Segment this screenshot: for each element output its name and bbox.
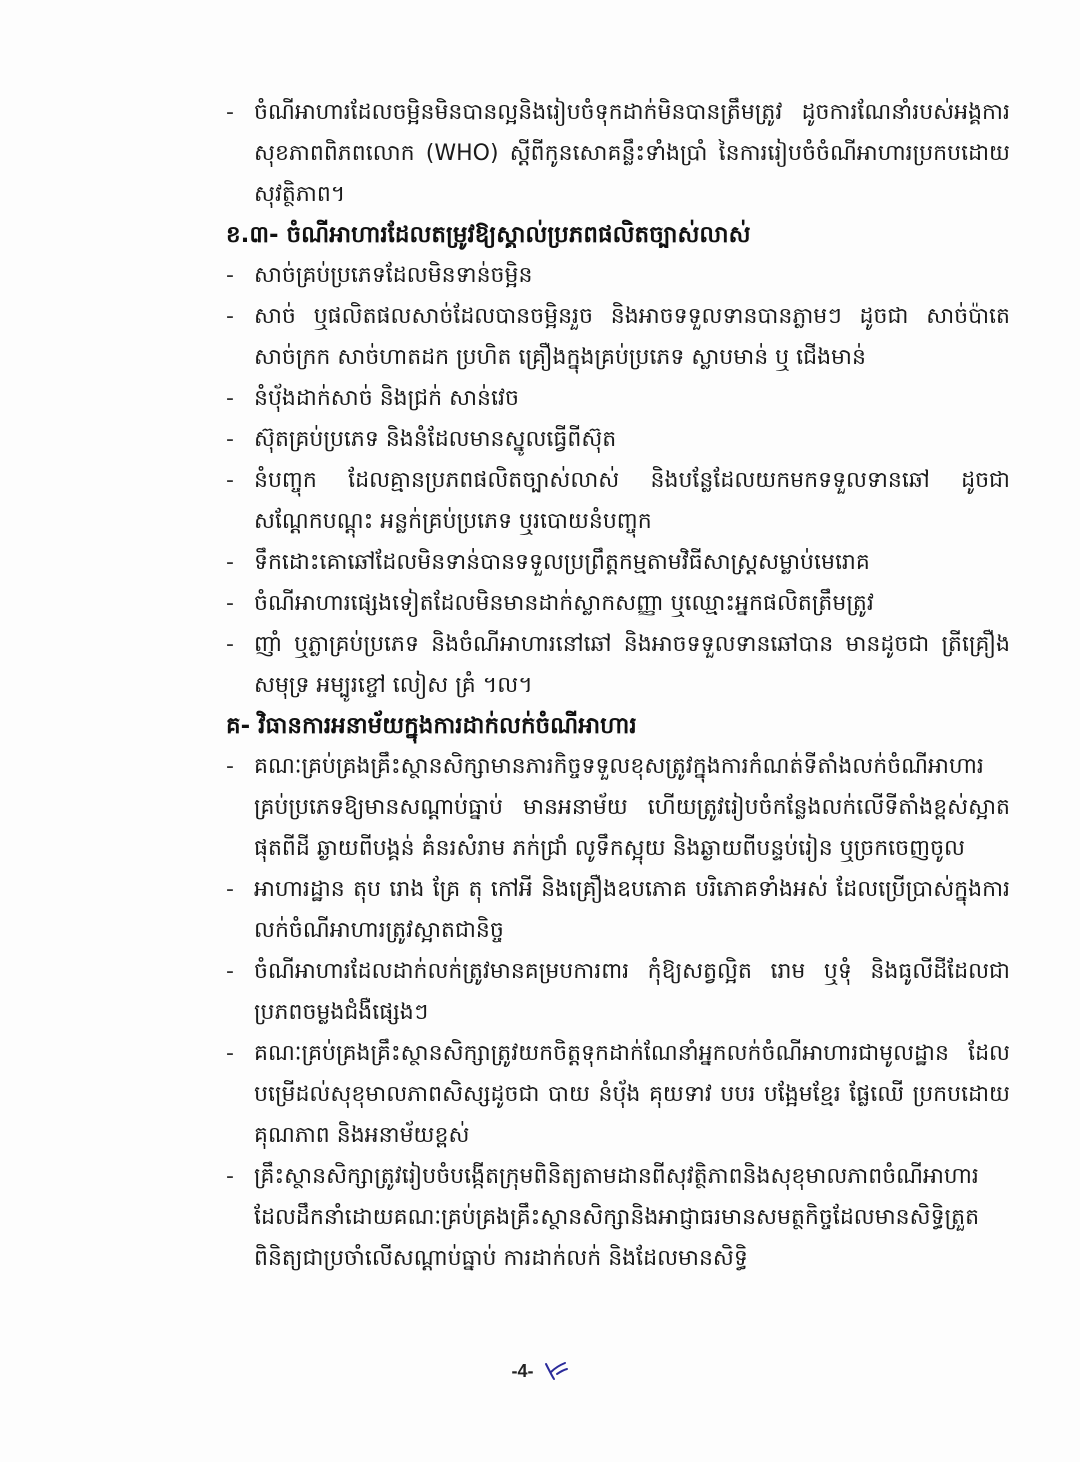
bullet-dash: - bbox=[226, 632, 234, 657]
list-item bbox=[226, 378, 1010, 419]
bullet-text: នំប៉័ងដាក់សាច់ និងជ្រក់ សាន់វេច bbox=[254, 386, 519, 411]
intro-bullet bbox=[226, 92, 1010, 215]
bullet-text: គណៈគ្រប់គ្រងគ្រឹះស្ថានសិក្សាមានភារកិច្ចទទួលខុសត្រូវក្នុងការកំណត់ទីតាំងលក់ចំណីអាហារគ្រប់ប្រភេទឱ្យមានសណ្តាប់ធ្នាប់ មានអនាម័យ ហើយត្រូវរៀបចំកន្លែងលក់លើទីតាំងខ្ពស់ស្អាត ផុតពីដី ឆ្ងាយពីបង្គន់ គំនរសំរាម ភក់ជ្រាំ លូទឹកស្អុយ និងឆ្ងាយពីបន្ទប់រៀន ឬច្រកចេញចូល bbox=[254, 754, 1010, 861]
bullet-dash: - bbox=[226, 304, 234, 329]
list-item bbox=[226, 255, 1010, 296]
bullet-text: គ្រឹះស្ថានសិក្សាត្រូវរៀបចំបង្កើតក្រុមពិនិត្យតាមដានពីសុវត្ថិភាពនិងសុខុមាលភាពចំណីអាហារ ដែលដឹកនាំដោយគណៈគ្រប់គ្រងគ្រឹះស្ថានសិក្សានិងអាជ្ញាធរមានសមត្ថកិច្ចដែលមានសិទ្ធិត្រួតពិនិត្យជាប្រចាំលើសណ្តាប់ធ្នាប់ ការដាក់លក់ និងដែលមានសិទ្ធិ bbox=[254, 1164, 980, 1271]
list-item bbox=[226, 460, 1010, 542]
list-item bbox=[226, 746, 1010, 869]
list-item bbox=[226, 869, 1010, 951]
bullet-dash: - bbox=[226, 591, 234, 616]
bullet-text: ចំណីអាហារដែលចម្អិនមិនបានល្អនិងរៀបចំទុកដាក់មិនបានត្រឹមត្រូវ ដូចការណែនាំរបស់អង្គការសុខភាពពិភពលោក (WHO) ស្តីពីកូនសោគន្លឹះទាំងប្រាំ នៃការរៀបចំចំណីអាហារប្រកបដោយសុវត្ថិភាព។ bbox=[254, 100, 1010, 207]
bullet-dash: - bbox=[226, 754, 234, 779]
list-item bbox=[226, 1033, 1010, 1156]
bullet-text: ញាំ ឬភ្លាគ្រប់ប្រភេទ និងចំណីអាហារនៅឆៅ និងអាចទទួលទានឆៅបាន មានដូចជា ត្រីគ្រឿងសមុទ្រ អម្បូរខ្ចៅ លៀស គ្រំ ។ល។ bbox=[254, 632, 1010, 698]
page-number bbox=[0, 1360, 1080, 1382]
bullet-text: នំបញ្ចុក ដែលគ្មានប្រភពផលិតច្បាស់លាស់ និងបន្លែដែលយកមកទទួលទានឆៅ ដូចជា សណ្តែកបណ្តុះ អន្លក់គ្រប់ប្រភេទ ឬរបោយនំបញ្ចុក bbox=[254, 468, 1010, 534]
bullet-text: ចំណីអាហារផ្សេងទៀតដែលមិនមានដាក់ស្លាកសញ្ញា ឬឈ្មោះអ្នកផលិតត្រឹមត្រូវ bbox=[254, 591, 874, 616]
list-item bbox=[226, 1156, 1010, 1279]
bullet-text: ស៊ុតគ្រប់ប្រភេទ និងនំដែលមានស្នូលធ្វើពីស៊ុត bbox=[254, 427, 617, 452]
bullet-dash: - bbox=[226, 877, 234, 902]
list-item bbox=[226, 624, 1010, 706]
bullet-dash: - bbox=[226, 263, 234, 288]
bullet-text: ទឹកដោះគោឆៅដែលមិនទាន់បានទទួលប្រព្រឹត្តកម្មតាមវិធីសាស្ត្រសម្លាប់មេរោគ bbox=[254, 550, 870, 575]
bullet-dash: - bbox=[226, 386, 234, 411]
bullet-text: ចំណីអាហារដែលដាក់លក់ត្រូវមានគម្របការពារ កុំឱ្យសត្វល្អិត រោម ឬទុំ និងធូលីដីដែលជាប្រភពចម្លងជំងឺផ្សេងៗ bbox=[254, 959, 1010, 1025]
bullet-dash: - bbox=[226, 1164, 234, 1189]
bullet-dash: - bbox=[226, 100, 234, 125]
bullet-text: អាហារដ្ឋាន តុប រោង គ្រែ តុ កៅអី និងគ្រឿងឧបភោគ បរិភោគទាំងអស់ ដែលប្រើប្រាស់ក្នុងការលក់ចំណីអាហារត្រូវស្អាតជានិច្ច bbox=[254, 877, 1010, 943]
bullet-text: គណៈគ្រប់គ្រងគ្រឹះស្ថានសិក្សាត្រូវយកចិត្តទុកដាក់ណែនាំអ្នកលក់ចំណីអាហារជាមូលដ្ឋាន ដែលបម្រើដល់សុខុមាលភាពសិស្សដូចជា បាយ នំប៉័ង គុយទាវ បបរ បង្អែមខ្មែរ ផ្លែឈើ ប្រកបដោយគុណភាព និងអនាម័យខ្ពស់ bbox=[254, 1041, 1010, 1148]
list-item bbox=[226, 296, 1010, 378]
bullet-dash: - bbox=[226, 427, 234, 452]
page-number-text: -4- bbox=[511, 1360, 534, 1381]
list-item bbox=[226, 419, 1010, 460]
bullet-text: សាច់ ឬផលិតផលសាច់ដែលបានចម្អិនរួច និងអាចទទួលទានបានភ្លាមៗ ដូចជា សាច់ប៉ាតេ សាច់ក្រក សាច់ហាតដក ប្រហិត គ្រឿងក្នុងគ្រប់ប្រភេទ ស្លាបមាន់ ឬ ជើងមាន់ bbox=[254, 304, 1010, 370]
bullet-dash: - bbox=[226, 959, 234, 984]
section-heading-kh-2-3: ខ.៣- ចំណីអាហារដែលតម្រូវឱ្យស្គាល់ប្រភពផលិតច្បាស់លាស់ bbox=[226, 222, 751, 248]
bullet-dash: - bbox=[226, 550, 234, 575]
bullet-dash: - bbox=[226, 1041, 234, 1066]
list-item bbox=[226, 951, 1010, 1033]
section-heading-k: គ- វិធានការអនាម័យក្នុងការដាក់លក់ចំណីអាហារ bbox=[226, 713, 637, 739]
bullet-dash: - bbox=[226, 468, 234, 493]
list-item bbox=[226, 583, 1010, 624]
document-body bbox=[226, 92, 1010, 1279]
handwritten-initial-icon bbox=[543, 1360, 569, 1382]
list-item bbox=[226, 542, 1010, 583]
bullet-text: សាច់គ្រប់ប្រភេទដែលមិនទាន់ចម្អិន bbox=[254, 263, 533, 288]
